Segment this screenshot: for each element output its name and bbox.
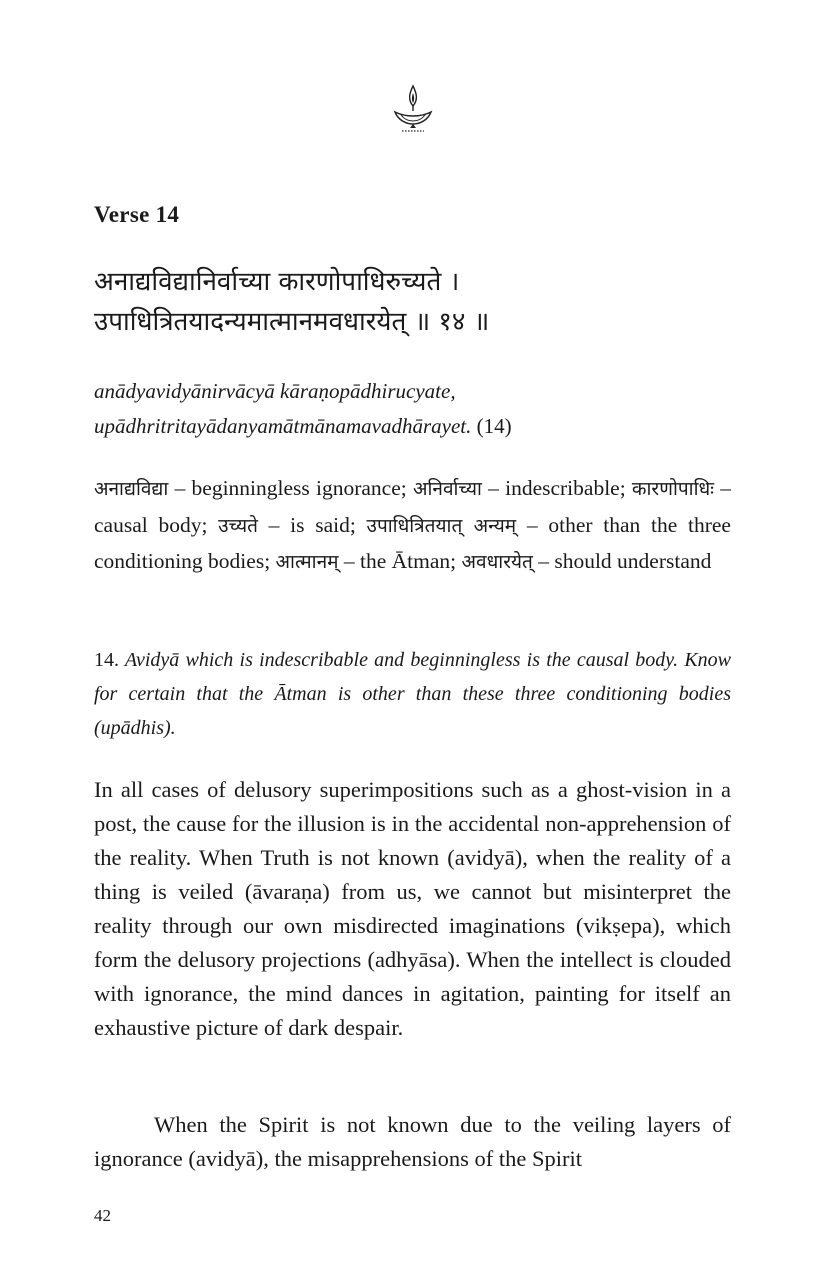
wbw-meaning: – other than the three conditioning bodies; bbox=[94, 512, 731, 573]
wbw-meaning: – is said; bbox=[257, 512, 367, 537]
commentary-paragraph: When the Spirit is not known due to the veiling layers of ignorance (avidyā), the misapprehensions of the Spirit bbox=[94, 1112, 731, 1171]
page-number: 42 bbox=[94, 1206, 111, 1225]
sanskrit-line-2: उपाधित्रितयादन्यमात्मानमवधारयेत् ॥ १४ ॥ bbox=[94, 307, 490, 337]
wbw-term: अवधारयेत् bbox=[461, 551, 533, 573]
translation-text: Avidyā which is indescribable and beginningless is the causal body. Know for certain that the Ātman is other than these three conditioning bodies (upādhis). bbox=[94, 649, 731, 739]
wbw-meaning: – causal body; bbox=[94, 476, 732, 537]
wbw-term: कारणोपाधिः bbox=[631, 478, 715, 500]
sanskrit-line-1: अनाद्यविद्यानिर्वाच्या कारणोपाधिरुच्यते । bbox=[94, 267, 460, 297]
commentary-paragraph: In all cases of delusory superimpositions such as a ghost-vision in a post, the cause for the illusion is in the accidental non-apprehension of the reality. When Truth is not known (avidyā), when the reality of a thing is veiled (āvaraṇa) from us, we cannot but misinterpret the reality through our own misdirected imaginations (vikṣepa), which form the delusory projections (adhyāsa). When the intellect is clouded with ignorance, the mind dances in agitation, painting for itself an exhaustive picture of dark despair. bbox=[94, 777, 731, 1040]
lamp-ornament-icon bbox=[390, 84, 436, 138]
wbw-meaning: – should understand bbox=[532, 549, 712, 573]
verse-heading: Verse 14 bbox=[94, 202, 180, 227]
sanskrit-verse bbox=[94, 262, 734, 342]
wbw-term: आत्मानम् bbox=[275, 551, 339, 573]
wbw-meaning: – indescribable; bbox=[481, 476, 632, 500]
wbw-meaning: – the Ātman; bbox=[338, 549, 462, 573]
transliteration-line-1: anādyavidyānirvācyā kāraṇopādhirucyate, bbox=[94, 379, 456, 403]
transliteration-line-2: upādhritritayādanyamātmānamavadhārayet. bbox=[94, 414, 472, 438]
wbw-term: उच्यते bbox=[218, 514, 258, 537]
verse-translation bbox=[94, 643, 731, 745]
verse-number: (14) bbox=[476, 414, 512, 438]
wbw-meaning: – beginningless ignorance; bbox=[168, 476, 413, 500]
wbw-term: उपाधित्रितयात् अन्यम् bbox=[366, 514, 517, 537]
wbw-term: अनाद्यविद्या bbox=[94, 478, 169, 500]
word-by-word-meaning bbox=[94, 471, 731, 581]
transliteration bbox=[94, 374, 734, 444]
wbw-term: अनिर्वाच्या bbox=[412, 478, 482, 500]
translation-number: 14. bbox=[94, 649, 119, 671]
